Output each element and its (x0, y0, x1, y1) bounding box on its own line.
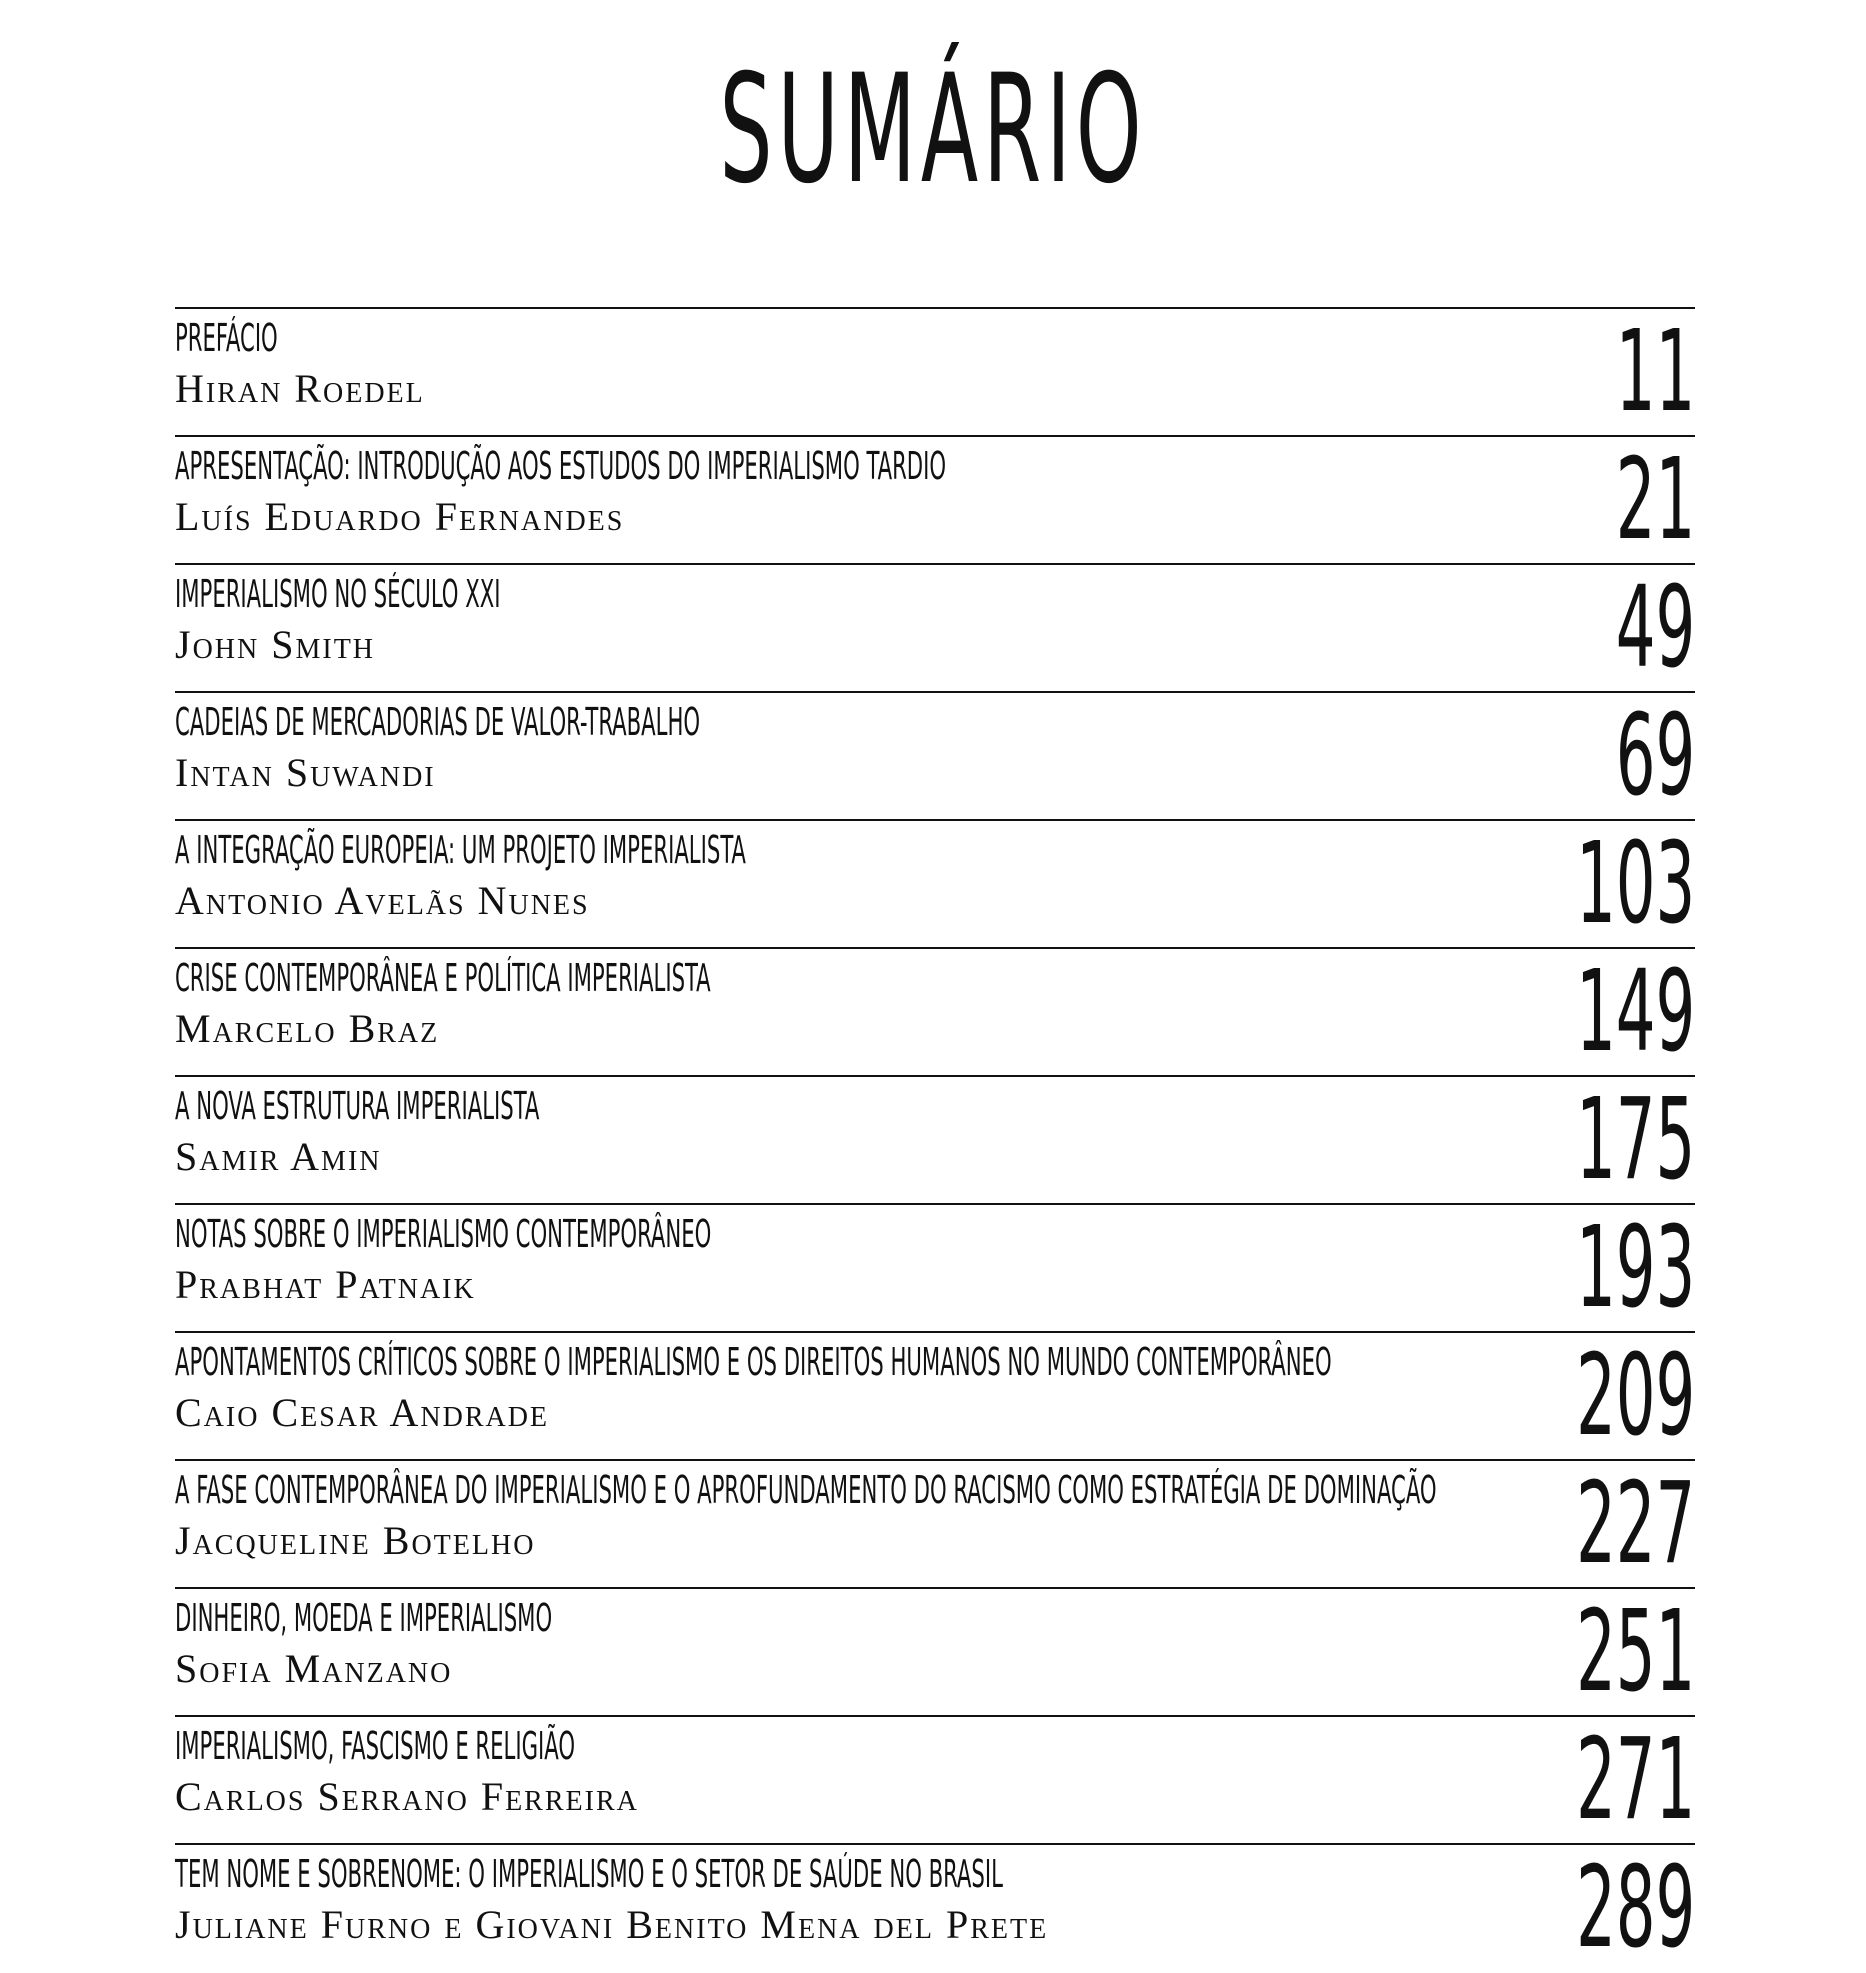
toc-entry-cadeias-de-mercadorias (175, 691, 1695, 819)
chapter-author: Marcelo Braz (175, 1006, 440, 1051)
chapter-author: Caio Cesar Andrade (175, 1390, 550, 1435)
page-number: 69 (1615, 691, 1695, 821)
toc-entry-integracao-europeia (175, 819, 1695, 947)
chapter-title: A INTEGRAÇÃO EUROPEIA: UM PROJETO IMPERIALISTA (175, 828, 746, 872)
page-number: 271 (1575, 1715, 1695, 1845)
toc-entry-apresentacao (175, 435, 1695, 563)
page-number: 21 (1615, 435, 1695, 565)
chapter-title: PREFÁCIO (175, 316, 278, 360)
table-of-contents (175, 307, 1695, 1973)
toc-entry-apontamentos-criticos (175, 1331, 1695, 1459)
chapter-title: CADEIAS DE MERCADORIAS DE VALOR-TRABALHO (175, 700, 701, 744)
toc-entry-dinheiro-moeda (175, 1587, 1695, 1715)
chapter-author: Sofia Manzano (175, 1646, 453, 1691)
toc-entry-nova-estrutura (175, 1075, 1695, 1203)
chapter-author: Luís Eduardo Fernandes (175, 494, 625, 539)
toc-entry-fase-contemporanea (175, 1459, 1695, 1587)
page-title: SUMÁRIO (719, 43, 1147, 217)
chapter-title: DINHEIRO, MOEDA E IMPERIALISMO (175, 1596, 553, 1640)
page-number: 149 (1575, 947, 1695, 1077)
page-number: 251 (1575, 1587, 1695, 1717)
toc-entry-notas-imperialismo (175, 1203, 1695, 1331)
chapter-author: John Smith (175, 622, 376, 667)
chapter-title: TEM NOME E SOBRENOME: O IMPERIALISMO E O SETOR DE SAÚDE NO BRASIL (175, 1852, 1003, 1896)
page-number: 227 (1575, 1459, 1695, 1589)
toc-entry-prefacio (175, 307, 1695, 435)
chapter-title: IMPERIALISMO, FASCISMO E RELIGIÃO (175, 1724, 576, 1768)
page-number: 209 (1575, 1331, 1695, 1461)
chapter-author: Intan Suwandi (175, 750, 436, 795)
page-number: 11 (1615, 307, 1695, 437)
page-number: 289 (1575, 1843, 1695, 1973)
page-number: 49 (1615, 563, 1695, 693)
page-number: 193 (1575, 1203, 1695, 1333)
toc-entry-tem-nome-e-sobrenome (175, 1843, 1695, 1973)
chapter-author: Hiran Roedel (175, 366, 425, 411)
chapter-author: Juliane Furno e Giovani Benito Mena del Prete (175, 1902, 1049, 1947)
chapter-author: Prabhat Patnaik (175, 1262, 476, 1307)
chapter-title: NOTAS SOBRE O IMPERIALISMO CONTEMPORÂNEO (175, 1212, 712, 1256)
chapter-title: APONTAMENTOS CRÍTICOS SOBRE O IMPERIALISMO E OS DIREITOS HUMANOS NO MUNDO CONTEMPORÂNEO (175, 1340, 1332, 1384)
chapter-title: A FASE CONTEMPORÂNEA DO IMPERIALISMO E O APROFUNDAMENTO DO RACISMO COMO ESTRATÉGIA DE DOMINAÇÃO (175, 1468, 1437, 1512)
toc-entry-imperialismo-fascismo (175, 1715, 1695, 1843)
chapter-title: A NOVA ESTRUTURA IMPERIALISTA (175, 1084, 540, 1128)
page-number: 175 (1575, 1075, 1695, 1205)
chapter-title: CRISE CONTEMPORÂNEA E POLÍTICA IMPERIALISTA (175, 956, 711, 1000)
chapter-title: IMPERIALISMO NO SÉCULO XXI (175, 572, 501, 616)
chapter-title: APRESENTAÇÃO: INTRODUÇÃO AOS ESTUDOS DO IMPERIALISMO TARDIO (175, 444, 947, 488)
toc-entry-imperialismo-seculo-xxi (175, 563, 1695, 691)
chapter-author: Jacqueline Botelho (175, 1518, 536, 1563)
chapter-author: Samir Amin (175, 1134, 382, 1179)
toc-entry-crise-contemporanea (175, 947, 1695, 1075)
chapter-author: Antonio Avelãs Nunes (175, 878, 590, 923)
chapter-author: Carlos Serrano Ferreira (175, 1774, 639, 1819)
page-number: 103 (1575, 819, 1695, 949)
